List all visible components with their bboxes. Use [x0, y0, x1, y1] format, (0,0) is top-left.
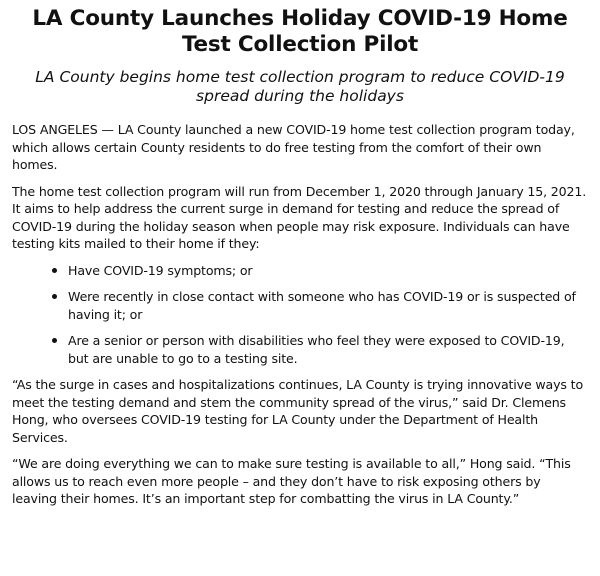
list-item-text: Have COVID-19 symptoms; or — [68, 262, 253, 278]
closing-quote-paragraph: “We are doing everything we can to make sure testing is available to all,” Hong said. “This allows us to reach even more people – and they don’t have to risk exposing others by leaving their homes. It’s an important step for combatting the virus in LA County.” — [12, 456, 571, 506]
bullet-icon — [52, 294, 57, 299]
subtitle: LA County begins home test collection program to reduce COVID-19 spread during the holidays — [35, 68, 565, 105]
list-item — [52, 288, 588, 323]
list-item-text: Are a senior or person with disabilities who feel they were exposed to COVID-19, but are unable to go to a testing site. — [68, 333, 565, 366]
intro-paragraph: LOS ANGELES — LA County launched a new COVID-19 home test collection program today, which allows certain County residents to do free testing from the comfort of their own homes. — [12, 122, 575, 172]
list-item — [52, 262, 588, 280]
headline: LA County Launches Holiday COVID-19 Home Test Collection Pilot — [32, 6, 568, 57]
eligibility-list — [12, 262, 588, 368]
program-paragraph: The home test collection program will run from December 1, 2020 through January 15, 2021. It aims to help address the current surge in demand for testing and reduce the spread of COVID-19 during the holiday season when people may risk exposure. Individuals can have testing kits mailed to their home if they: — [12, 183, 587, 251]
list-item-text: Were recently in close contact with someone who has COVID-19 or is suspected of having it; or — [68, 289, 576, 322]
bullet-icon — [52, 338, 57, 343]
quote-paragraph: “As the surge in cases and hospitalizations continues, LA County is trying innovative ways to meet the testing demand and stem the community spread of the virus,” said Dr. Clemens Hong, who oversees COVID-19 testing for LA County under the Department of Health Services. — [12, 377, 584, 445]
list-item — [52, 332, 588, 367]
bullet-icon — [52, 268, 57, 273]
